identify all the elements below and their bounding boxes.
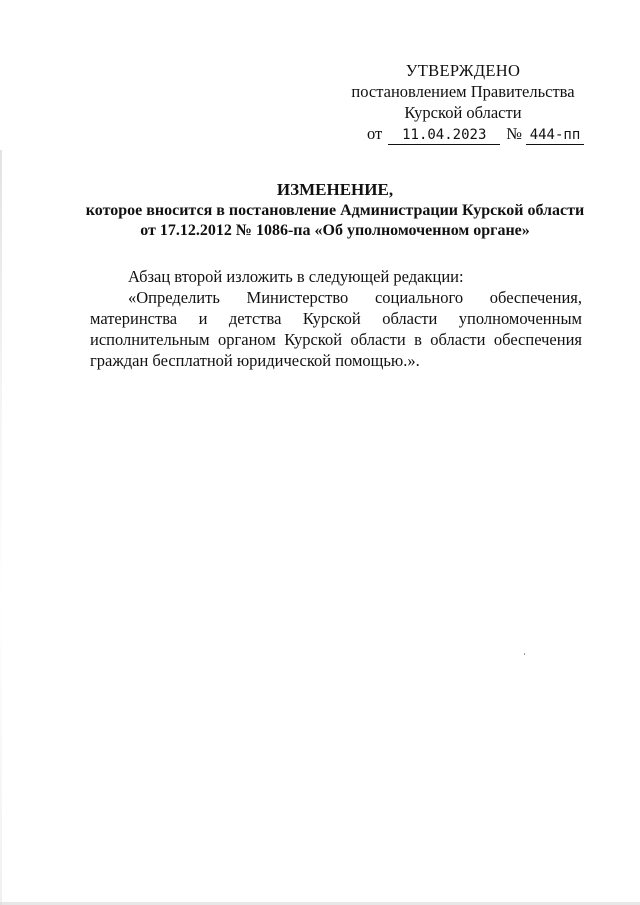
scan-edge-left: [0, 150, 2, 905]
approval-number-label: №: [506, 124, 522, 143]
approval-date-line: [348, 123, 584, 145]
approval-number: 444-пп: [526, 127, 584, 145]
heading-line-1: которое вносится в постановление Администрации Курской области: [85, 202, 585, 219]
approval-from-label: от: [367, 124, 383, 143]
approval-date: 11.04.2023: [388, 127, 500, 145]
scan-speck: [524, 653, 525, 655]
approval-title: УТВЕРЖДЕНО: [405, 61, 521, 80]
heading-line-2: от 17.12.2012 № 1086-па «Об уполномоченном органе»: [140, 222, 530, 239]
approval-line-1: постановлением Правительства: [351, 82, 575, 101]
document-heading: [60, 180, 610, 241]
document-body: [90, 266, 582, 371]
body-paragraph-1: Абзац второй изложить в следующей редакции:: [128, 267, 464, 286]
heading-title: ИЗМЕНЕНИЕ,: [276, 180, 394, 199]
approval-line-2: Курской области: [404, 103, 522, 122]
approval-block: [348, 60, 581, 145]
body-paragraph-2: «Определить Министерство социального обеспечения, материнства и детства Курской области уполномоченным исполнительным органом Курской области в области обеспечения граждан бесплатной юридической помощью.».: [90, 288, 582, 370]
